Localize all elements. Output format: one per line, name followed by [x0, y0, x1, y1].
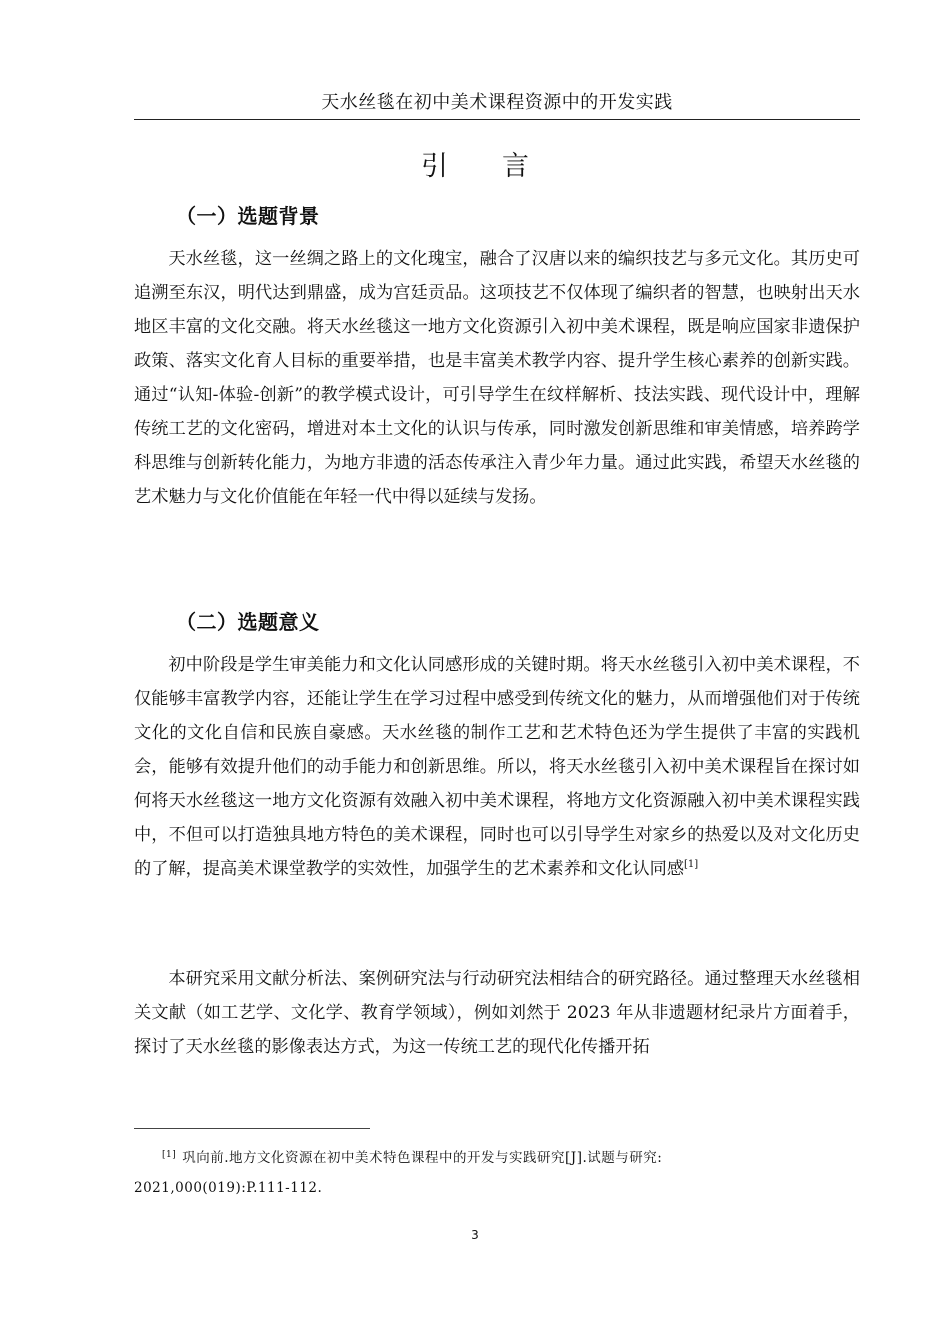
paragraph-significance-text: 初中阶段是学生审美能力和文化认同感形成的关键时期。将天水丝毯引入初中美术课程，不仅能够丰富教学内容，还能让学生在学习过程中感受到传统文化的魅力，从而增强他们对于传统文化的文化自信和民族自豪感。天水丝毯的制作工艺和艺术特色还为学生提供了丰富的实践机会，能够有效提升他们的动手能力和创新思维。所以，将天水丝毯引入初中美术课程旨在探讨如何将天水丝毯这一地方文化资源有效融入初中美术课程，将地方文化资源融入初中美术课程实践中，不但可以打造独具地方特色的美术课程，同时也可以引导学生对家乡的热爱以及对文化历史的了解，提高美术课堂教学的实效性，加强学生的艺术素养和文化认同感 [134, 655, 860, 879]
page-number: 3 [471, 1228, 479, 1242]
paragraph-significance [134, 648, 860, 886]
footnote [134, 1140, 860, 1203]
footnote-text-continued: 2021,000(019):P.111-112. [134, 1180, 323, 1196]
header-rule [134, 119, 860, 120]
paragraph-background: 天水丝毯，这一丝绸之路上的文化瑰宝，融合了汉唐以来的编织技艺与多元文化。其历史可追溯至东汉，明代达到鼎盛，成为宫廷贡品。这项技艺不仅体现了编织者的智慧，也映射出天水地区丰富的文化交融。将天水丝毯这一地方文化资源引入初中美术课程，既是响应国家非遗保护政策、落实文化育人目标的重要举措，也是丰富美术教学内容、提升学生核心素养的创新实践。通过“认知-体验-创新”的教学模式设计，可引导学生在纹样解析、技法实践、现代设计中，理解传统工艺的文化密码，增进对本土文化的认识与传承，同时激发创新思维和审美情感，培养跨学科思维与创新转化能力，为地方非遗的活态传承注入青少年力量。通过此实践，希望天水丝毯的艺术魅力与文化价值能在年轻一代中得以延续与发扬。 [134, 249, 860, 507]
citation-marker[interactable]: [1] [684, 859, 699, 870]
footnote-mark: [1] [162, 1150, 177, 1160]
paragraph-methods: 本研究采用文献分析法、案例研究法与行动研究法相结合的研究路径。通过整理天水丝毯相关文献（如工艺学、文化学、教育学领域），例如刘然于 2023 年从非遗题材纪录片方面着手，探讨了天水丝毯的影像表达方式，为这一传统工艺的现代化传播开拓 [134, 969, 860, 1057]
running-header: 天水丝毯在初中美术课程资源中的开发实践 [321, 92, 673, 113]
footnote-rule [134, 1128, 370, 1129]
section-heading-background: （一）选题背景 [176, 204, 320, 228]
section-heading-significance: （二）选题意义 [176, 610, 320, 634]
page-title: 引言 [421, 151, 583, 182]
footnote-text: 巩向前.地方文化资源在初中美术特色课程中的开发与实践研究[J].试题与研究: [182, 1150, 663, 1166]
